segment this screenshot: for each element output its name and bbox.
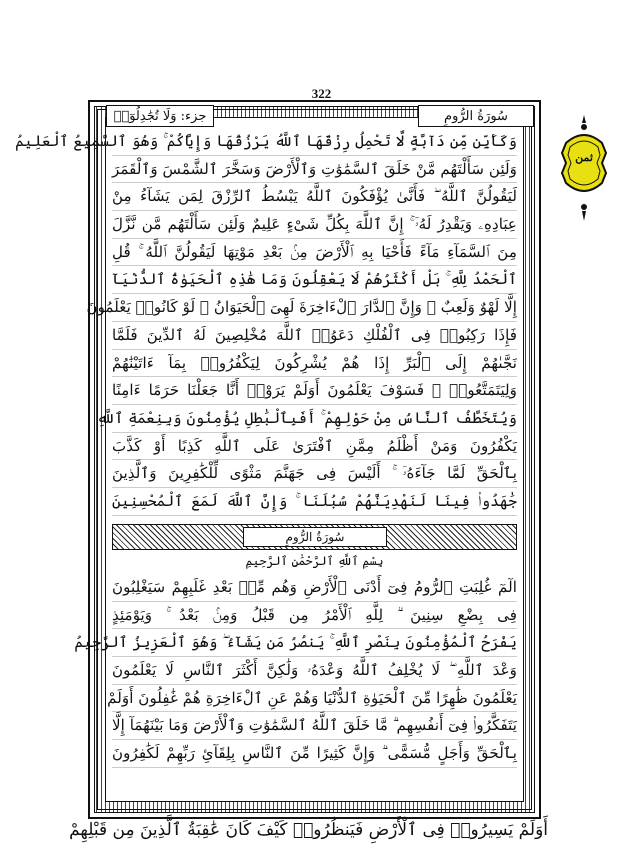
verse-line: إِلَّا لَهْوٌ وَلَعِبٌ ۚ وَإِنَّ ٱلدَّارَ ٱلْءَاخِرَةَ لَهِىَ ٱلْحَيَوَانُ ۚ لَوْ كَانُوا۟ يَعْلَمُونَ (112, 294, 517, 322)
catchword-line: أَوَلَمْ يَسِيرُوا۟ فِى ٱلْأَرْضِ فَيَنظُرُوا۟ كَيْفَ كَانَ عَٰقِبَةُ ٱلَّذِينَ مِن قَبْلِهِمْ (69, 820, 548, 840)
page-number: 322 (311, 86, 332, 101)
verse-line: الٓمٓ غُلِبَتِ ٱلرُّومُ فِىٓ أَدْنَى ٱلْأَرْضِ وَهُم مِّنۢ بَعْدِ غَلَبِهِمْ سَيَغْلِبُونَ (112, 574, 517, 602)
verses-bottom-block (74, 574, 517, 768)
verse-line: نَجَّىٰهُمْ إِلَى ٱلْبَرِّ إِذَا هُمْ يُشْرِكُونَ لِيَكْفُرُوا۟ بِمَآ ءَاتَيْنَٰهُمْ (112, 350, 517, 378)
surah-header-label: سُورَةُ الرُّومِ (418, 105, 534, 127)
verse-line: مِنَ ٱلسَّمَآءِ مَآءً فَأَحْيَا بِهِ ٱلْأَرْضَ مِنۢ بَعْدِ مَوْتِهَا لَيَقُولُنَّ ٱللَّهُ ۚ قُلِ (112, 239, 517, 267)
surah-title: سُورَةُ الرُّومِ (243, 527, 387, 547)
verse-line: وَلِيَتَمَتَّعُوا۟ ۖ فَسَوْفَ يَعْلَمُونَ أَوَلَمْ يَرَوْا۟ أَنَّا جَعَلْنَا حَرَمًا ءَامِنًا (112, 377, 517, 405)
juz-header-label: جزء: وَلَا تُجَٰدِلُوٓا۟ (106, 105, 214, 127)
verse-line: عِبَادِهِۦ وَيَقْدِرُ لَهُۥٓ ۚ إِنَّ ٱللَّهَ بِكُلِّ شَىْءٍ عَلِيمٌ وَلَئِن سَأَلْتَهُم مَّن نَّزَّلَ (112, 211, 517, 239)
basmala: بِسْمِ ٱللَّهِ ٱلرَّحْمَٰنِ ٱلرَّحِيمِ (245, 554, 384, 568)
verses-top-block (15, 128, 517, 516)
verse-line: فَإِذَا رَكِبُوا۟ فِى ٱلْفُلْكِ دَعَوُا۟ ٱللَّهَ مُخْلِصِينَ لَهُ ٱلدِّينَ فَلَمَّا (112, 322, 517, 350)
verse-line: بِٱلْحَقِّ وَأَجَلٍ مُّسَمًّى ۗ وَإِنَّ كَثِيرًا مِّنَ ٱلنَّاسِ بِلِقَآئِ رَبِّهِمْ لَكَٰفِرُونَ (112, 740, 517, 768)
verse-line: بِٱلْحَقِّ لَمَّا جَآءَهُۥٓ ۚ أَلَيْسَ فِى جَهَنَّمَ مَثْوًى لِّلْكَٰفِرِينَ وَٱلَّذِينَ (112, 460, 517, 488)
verse-line: وَعْدَ ٱللَّهِ ۖ لَا يُخْلِفُ ٱللَّهُ وَعْدَهُۥ وَلَٰكِنَّ أَكْثَرَ ٱلنَّاسِ لَا يَعْلَمُونَ (112, 657, 517, 685)
verse-line: ٱلْحَمْدُ لِلَّهِ ۚ بَلْ أَكْثَرُهُمْ لَا يَعْقِلُونَ وَمَا هَٰذِهِ ٱلْحَيَوٰةُ ٱلدُّنْيَآ (112, 266, 517, 294)
verse-line: وَكَأَيِّن مِّن دَآبَّةٍ لَّا تَحْمِلُ رِزْقَهَا ٱللَّهُ يَرْزُقُهَا وَإِيَّاكُمْ ۚ وَهُوَ ٱلسَّمِيعُ ٱلْعَلِيمُ (112, 128, 517, 156)
verse-line: يَفْرَحُ ٱلْمُؤْمِنُونَ بِنَصْرِ ٱللَّهِ ۚ يَنصُرُ مَن يَشَآءُ ۖ وَهُوَ ٱلْعَزِيزُ ٱلرَّحِيمُ (112, 629, 517, 657)
verse-line: جَٰهَدُوا۟ فِينَا لَنَهْدِيَنَّهُمْ سُبُلَنَا ۚ وَإِنَّ ٱللَّهَ لَمَعَ ٱلْمُحْسِنِينَ (112, 488, 517, 516)
verse-line: وَيُتَخَطَّفُ ٱلنَّاسُ مِنْ حَوْلِهِمْ ۚ أَفَبِٱلْبَٰطِلِ يُؤْمِنُونَ وَبِنِعْمَةِ ٱللَّهِ (112, 405, 517, 433)
hizb-marker-ornament-icon (556, 113, 612, 223)
verse-line: يَتَفَكَّرُوا۟ فِىٓ أَنفُسِهِم ۗ مَّا خَلَقَ ٱللَّهُ ٱلسَّمَٰوَٰتِ وَٱلْأَرْضَ وَمَا بَيْنَهُمَآ إِلَّا (112, 712, 517, 740)
hizb-marker-label: ثمن (575, 151, 593, 164)
verse-line: وَلَئِن سَأَلْتَهُم مَّنْ خَلَقَ ٱلسَّمَٰوَٰتِ وَٱلْأَرْضَ وَسَخَّرَ ٱلشَّمْسَ وَٱلْقَمَرَ (112, 156, 517, 184)
verse-line: يَعْلَمُونَ ظَٰهِرًا مِّنَ ٱلْحَيَوٰةِ ٱلدُّنْيَا وَهُمْ عَنِ ٱلْءَاخِرَةِ هُمْ غَٰفِلُونَ أَوَلَمْ (112, 685, 517, 713)
verse-line: يَكْفُرُونَ وَمَنْ أَظْلَمُ مِمَّنِ ٱفْتَرَىٰ عَلَى ٱللَّهِ كَذِبًا أَوْ كَذَّبَ (112, 433, 517, 461)
verse-line: فِى بِضْعِ سِنِينَ ۗ لِلَّهِ ٱلْأَمْرُ مِن قَبْلُ وَمِنۢ بَعْدُ ۚ وَيَوْمَئِذٍ (112, 602, 517, 630)
verse-line: لَيَقُولُنَّ ٱللَّهُ ۖ فَأَنَّىٰ يُؤْفَكُونَ ٱللَّهُ يَبْسُطُ ٱلرِّزْقَ لِمَن يَشَآءُ مِنْ (112, 183, 517, 211)
